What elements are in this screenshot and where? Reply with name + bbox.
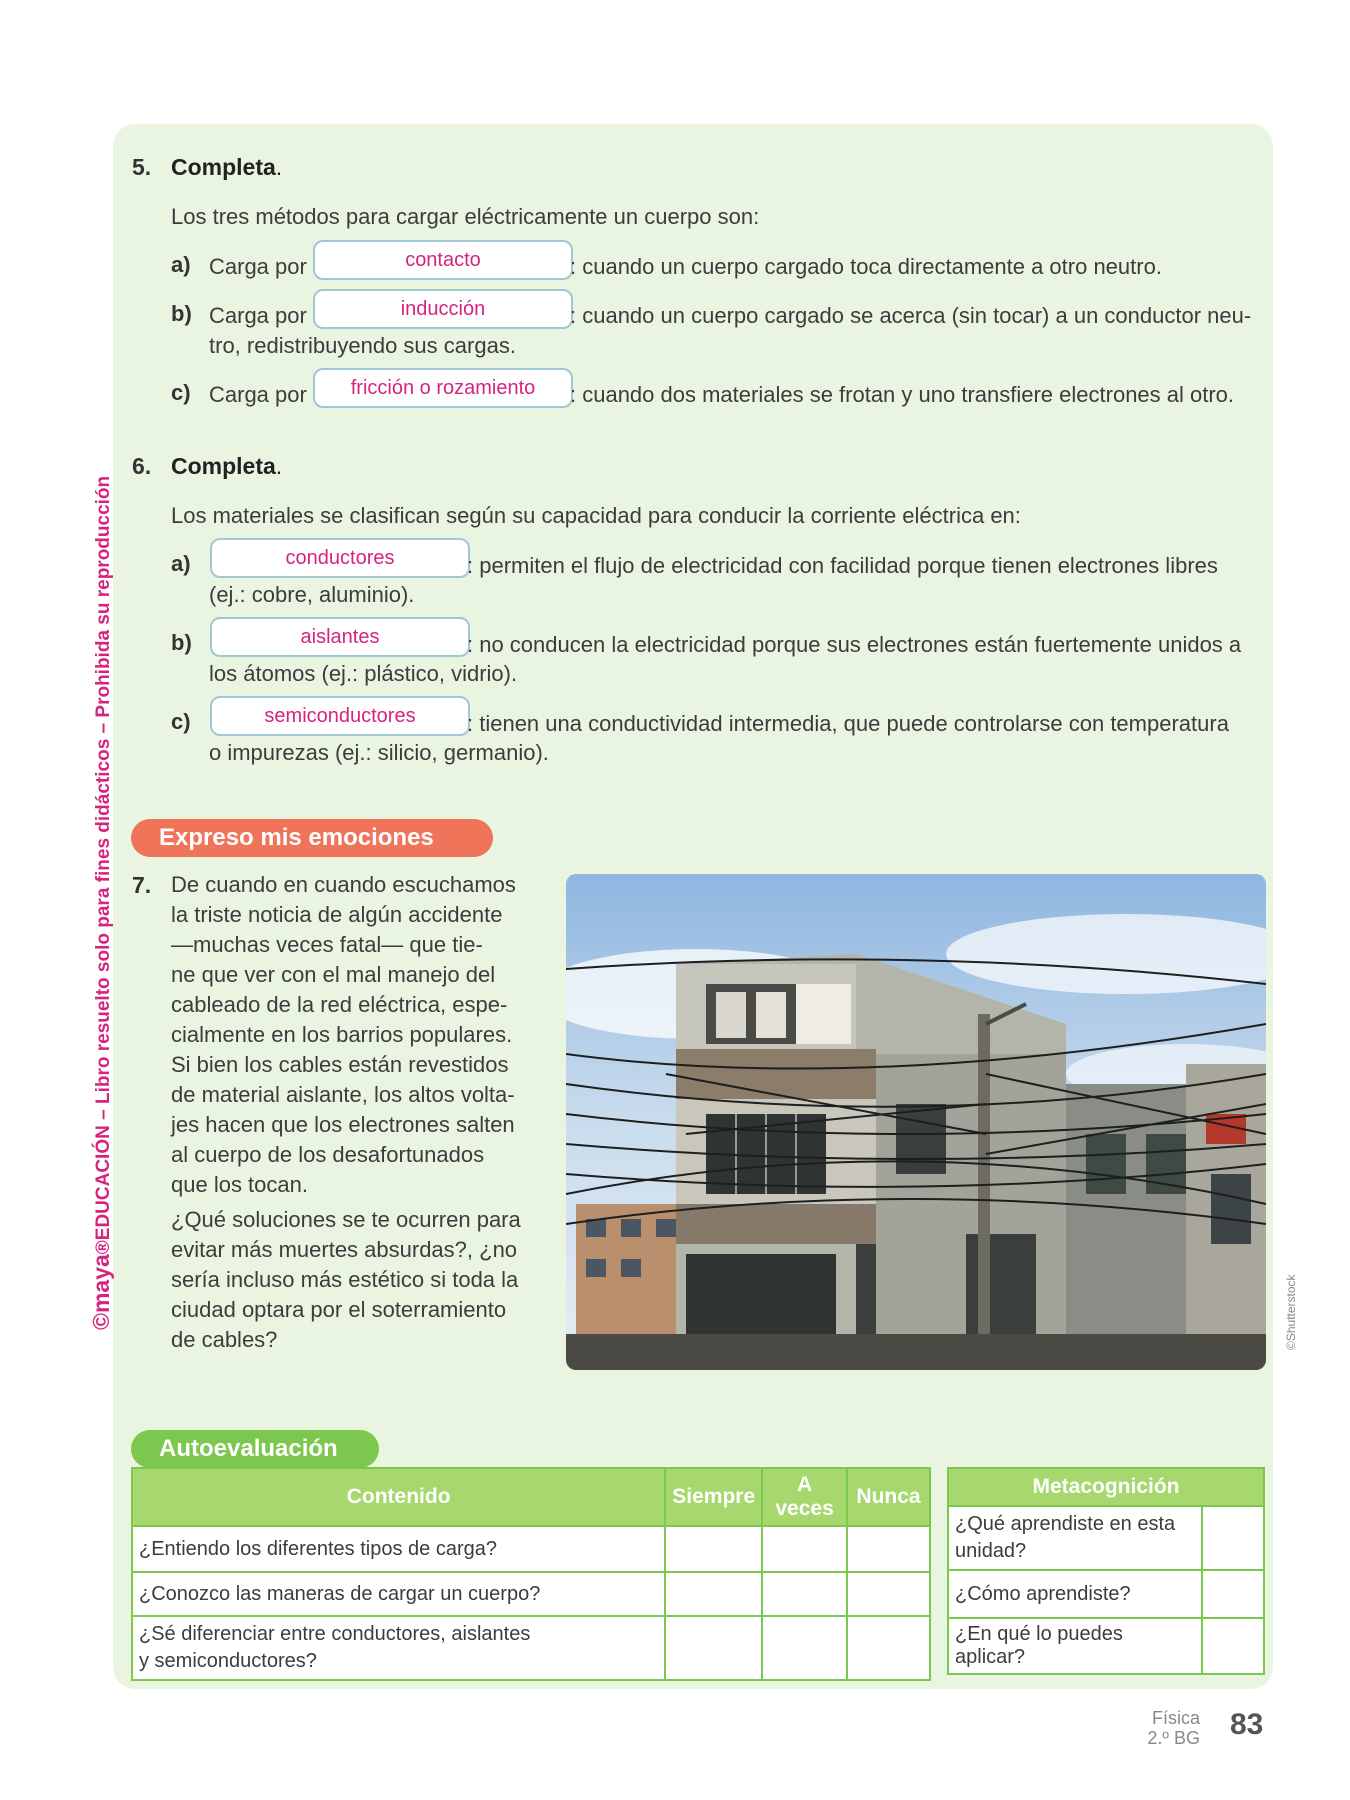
question-6-title: Completa. <box>171 453 283 479</box>
q6-item-a-label: a) <box>171 551 191 576</box>
q5-item-a-prefix: Carga por <box>209 254 307 279</box>
checkbox-cell-siempre[interactable] <box>665 1616 762 1680</box>
q5-item-a-text: : cuando un cuerpo cargado toca directamente a otro neutro. <box>570 254 1162 279</box>
header-nunca: Nunca <box>847 1468 930 1526</box>
checkbox-cell-siempre[interactable] <box>665 1526 762 1572</box>
q5-item-b-text: : cuando un cuerpo cargado se acerca (sin tocar) a un conductor neu- <box>570 303 1252 328</box>
table-row <box>948 1570 1264 1618</box>
q5-answer-b[interactable]: inducción <box>313 289 573 329</box>
photo-credit: ©Shutterstock <box>1284 1274 1298 1350</box>
q6-item-b-text: : no conducen la electricidad porque sus electrones están fuertemente unidos a <box>467 632 1242 657</box>
row-question: ¿Conozco las maneras de cargar un cuerpo? <box>132 1572 665 1616</box>
checkbox-cell-siempre[interactable] <box>665 1572 762 1616</box>
section-pill-autoevaluacion: Autoevaluación <box>131 1430 379 1468</box>
q5-answer-c[interactable]: fricción o rozamiento <box>313 368 573 408</box>
autoevaluacion-table <box>131 1467 931 1681</box>
q7-line: jes hacen que los electrones salten <box>171 1112 515 1137</box>
checkbox-cell-nunca[interactable] <box>847 1526 930 1572</box>
table-row <box>132 1526 930 1572</box>
q7-question-line: evitar más muertes absurdas?, ¿no <box>171 1237 518 1262</box>
building-cables-photo <box>566 874 1266 1370</box>
q7-line: Si bien los cables están revestidos <box>171 1052 509 1077</box>
checkbox-cell-nunca[interactable] <box>847 1572 930 1616</box>
header-contenido: Contenido <box>132 1468 665 1526</box>
maya-logo: ©maya <box>88 1254 114 1330</box>
q7-line: al cuerpo de los desafortunados <box>171 1142 485 1167</box>
q6-item-c-text: : tienen una conductividad intermedia, que puede controlarse con temperatura <box>467 711 1229 736</box>
q7-question-line: ¿Qué soluciones se te ocurren para <box>171 1207 521 1232</box>
row-question: ¿Sé diferenciar entre conductores, aislantes y semiconductores? <box>132 1616 665 1680</box>
section-pill-emociones: Expreso mis emociones <box>131 819 493 857</box>
q5-item-c-prefix: Carga por <box>209 382 307 407</box>
q7-line: —muchas veces fatal— que tie- <box>171 932 483 957</box>
meta-question: ¿Cómo aprendiste? <box>948 1570 1202 1618</box>
copyright-sidebar <box>88 475 115 1330</box>
question-6-intro: Los materiales se clasifican según su capacidad para conducir la corriente eléctrica en: <box>171 503 1021 528</box>
question-7-number: 7. <box>132 872 152 898</box>
q6-item-b-label: b) <box>171 630 192 655</box>
q5-item-a-label: a) <box>171 252 191 277</box>
q7-line: que los tocan. <box>171 1172 308 1197</box>
copyright-text: ®EDUCACIÓN – Libro resuelto solo para fines didácticos – Prohibida su reproducción <box>93 475 114 1255</box>
q7-line: De cuando en cuando escuchamos <box>171 872 516 897</box>
q7-line: cableado de la red eléctrica, espe- <box>171 992 508 1017</box>
q7-line: cialmente en los barrios populares. <box>171 1022 513 1047</box>
table-row <box>948 1506 1264 1570</box>
page-number: 83 <box>1230 1708 1264 1741</box>
checkbox-cell-a-veces[interactable] <box>762 1616 847 1680</box>
checkbox-cell-nunca[interactable] <box>847 1616 930 1680</box>
q6-answer-b[interactable]: aislantes <box>210 617 470 657</box>
q6-item-a-text-cont: (ej.: cobre, aluminio). <box>209 582 415 607</box>
question-5-title: Completa. <box>171 154 283 180</box>
table-row <box>132 1616 930 1680</box>
footer-subject: Física <box>1151 1708 1200 1728</box>
table-row <box>132 1572 930 1616</box>
meta-question: ¿Qué aprendiste en esta unidad? <box>948 1506 1202 1570</box>
meta-question: ¿En qué lo puedes aplicar? <box>948 1618 1202 1674</box>
q6-item-b-text-cont: los átomos (ej.: plástico, vidrio). <box>209 661 518 686</box>
q7-question-line: de cables? <box>171 1327 278 1352</box>
q5-item-c-text: : cuando dos materiales se frotan y uno transfiere electrones al otro. <box>570 382 1235 407</box>
q7-line: ne que ver con el mal manejo del <box>171 962 496 987</box>
header-metacognicion: Metacognición <box>948 1468 1264 1506</box>
question-5-intro: Los tres métodos para cargar eléctricamente un cuerpo son: <box>171 204 760 229</box>
metacognicion-table <box>947 1467 1265 1675</box>
meta-answer-cell[interactable] <box>1202 1506 1264 1570</box>
q7-question-line: sería incluso más estético si toda la <box>171 1267 519 1292</box>
checkbox-cell-a-veces[interactable] <box>762 1572 847 1616</box>
q7-line: la triste noticia de algún accidente <box>171 902 503 927</box>
meta-answer-cell[interactable] <box>1202 1570 1264 1618</box>
row-question: ¿Entiendo los diferentes tipos de carga? <box>132 1526 665 1572</box>
footer-grade: 2.º BG <box>1147 1728 1200 1748</box>
q6-answer-a[interactable]: conductores <box>210 538 470 578</box>
header-a-veces: A veces <box>762 1468 847 1526</box>
meta-answer-cell[interactable] <box>1202 1618 1264 1674</box>
checkbox-cell-a-veces[interactable] <box>762 1526 847 1572</box>
q6-item-c-text-cont: o impurezas (ej.: silicio, germanio). <box>209 740 549 765</box>
table-row <box>948 1618 1264 1674</box>
question-6-number: 6. <box>132 453 152 479</box>
q7-line: de material aislante, los altos volta- <box>171 1082 515 1107</box>
q5-item-b-text-cont: tro, redistribuyendo sus cargas. <box>209 333 516 358</box>
q6-answer-c[interactable]: semiconductores <box>210 696 470 736</box>
q5-item-c-label: c) <box>171 380 191 405</box>
q5-item-b-label: b) <box>171 301 192 326</box>
header-siempre: Siempre <box>665 1468 762 1526</box>
q7-question-line: ciudad optara por el soterramiento <box>171 1297 507 1322</box>
question-5-number: 5. <box>132 154 152 180</box>
q6-item-a-text: : permiten el flujo de electricidad con facilidad porque tienen electrones libres <box>467 553 1218 578</box>
q5-item-b-prefix: Carga por <box>209 303 307 328</box>
q5-answer-a[interactable]: contacto <box>313 240 573 280</box>
q6-item-c-label: c) <box>171 709 191 734</box>
